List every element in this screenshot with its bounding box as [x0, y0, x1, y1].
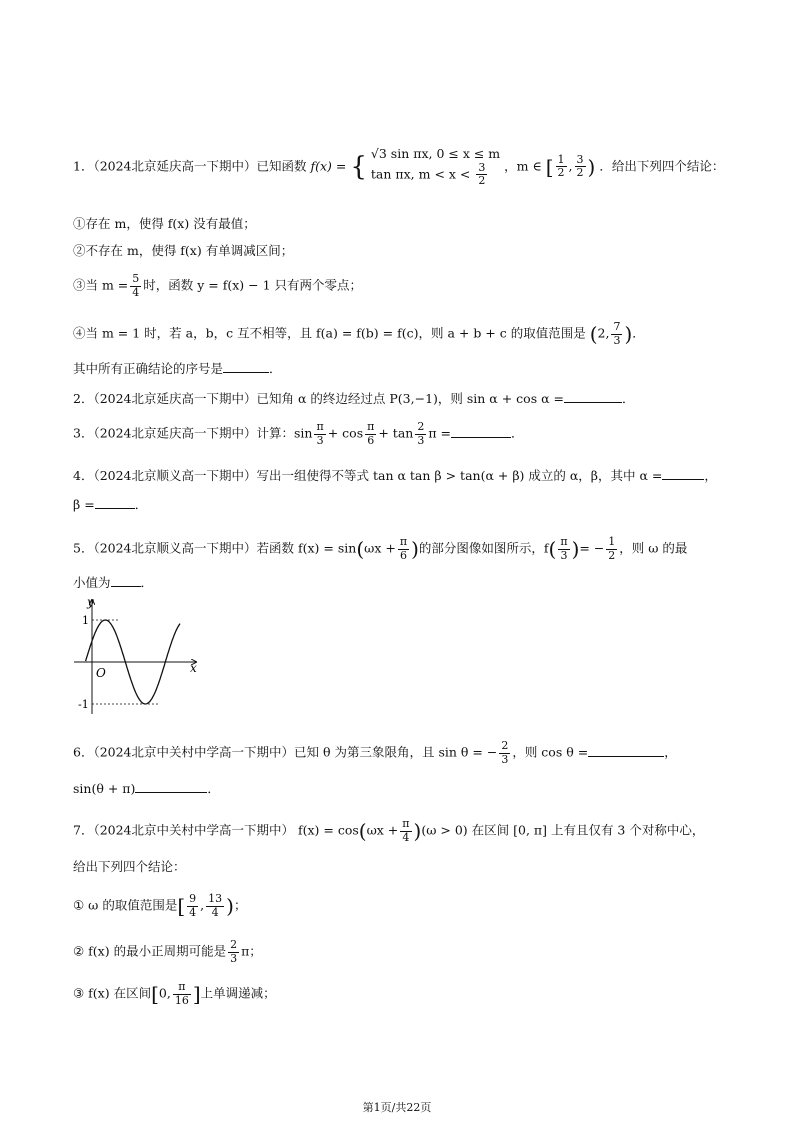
- frac-num: 3: [576, 152, 584, 166]
- q7-c3-frac: [173, 981, 191, 1007]
- q3-end: ．: [511, 425, 524, 441]
- answer-blank-alpha[interactable]: [662, 468, 704, 480]
- frac-den: 4: [132, 285, 140, 299]
- q1-c3-b: 时，函数 y = f(x) − 1 只有两个零点；: [143, 277, 363, 293]
- answer-blank[interactable]: [451, 426, 511, 438]
- q1-conclusion-1: ①存在 m，使得 f(x) 没有最值；: [73, 216, 256, 231]
- q1-case2-text: tan πx, m < x <: [370, 166, 471, 182]
- q6-line2-text: sin(θ + π): [73, 781, 136, 796]
- q7-c1-frac1: [187, 893, 198, 919]
- frac-den: 2: [557, 166, 565, 180]
- paren-icon: (: [589, 322, 598, 347]
- frac-den: 3: [560, 548, 568, 562]
- answer-blank-cos[interactable]: [588, 745, 664, 757]
- frac-num: 1: [557, 152, 565, 166]
- paren-icon: (: [358, 819, 367, 844]
- frac-num: π: [173, 981, 191, 995]
- q5-line2: [73, 575, 153, 591]
- q7-c1-frac2: [206, 893, 224, 919]
- q7-line1: [73, 818, 704, 844]
- q6-line2: [73, 781, 220, 797]
- q1-int-a: [556, 154, 567, 180]
- paren-icon: ): [226, 894, 234, 919]
- frac-num: π: [316, 420, 324, 433]
- q3: [73, 421, 524, 447]
- q1-c4-int: 2,: [597, 325, 610, 341]
- q4-b-end: ．: [134, 497, 148, 512]
- q4-line1: [73, 468, 717, 484]
- frac-num: 7: [613, 320, 621, 333]
- frac-num: 5: [132, 272, 140, 285]
- q3-a: 3．（2024北京延庆高一下期中）计算：sin: [73, 425, 313, 441]
- frac-num: 13: [208, 892, 223, 905]
- q5-frac2: [558, 536, 569, 562]
- q1-conclusion-2: ②不存在 m，使得 f(x) 有单调减区间；: [73, 243, 294, 258]
- frac-den: 4: [402, 830, 410, 844]
- x-label: x: [190, 661, 197, 675]
- q1-case2-frac: [476, 162, 487, 188]
- frac-num: 9: [189, 892, 197, 905]
- q4-a: 4．（2024北京顺义高一下期中）写出一组使得不等式 tan α tan β > tan(α + β) 成立的 α，β，其中 α =: [73, 468, 663, 483]
- q7-c1-end: ；: [233, 897, 247, 913]
- frac-num: 2: [501, 739, 509, 752]
- q5-frac3: [606, 536, 617, 562]
- q1-ask: [73, 361, 282, 377]
- q6-frac: [499, 740, 510, 766]
- q5-line2-text: 小值为: [73, 575, 111, 590]
- sine-graph: [68, 594, 204, 720]
- frac-den: 2: [478, 174, 486, 188]
- q1-source: （2024北京延庆高一下期中）已知函数: [93, 158, 307, 174]
- tick-neg1: -1: [78, 698, 89, 711]
- frac-den: 6: [399, 548, 407, 562]
- q2: [73, 391, 634, 407]
- frac-den: 6: [367, 433, 375, 447]
- q7-c1-a: ① ω 的取值范围是: [73, 897, 178, 913]
- frac-num: π: [399, 535, 408, 548]
- q6-line2-end: ．: [207, 781, 220, 796]
- q7-line2: 给出下列四个结论：: [73, 859, 186, 874]
- q6-line1: [73, 740, 677, 766]
- q7-c3-a: ③ f(x) 在区间: [73, 985, 152, 1001]
- q4-line2: [73, 497, 147, 513]
- q1-c3-frac: [130, 273, 141, 299]
- q3-frac1: [314, 421, 325, 447]
- frac-num: 1: [608, 535, 616, 548]
- q1-int-b: [575, 154, 586, 180]
- frac-den: 3: [613, 333, 621, 347]
- origin-label: O: [96, 666, 106, 680]
- paren-icon: (: [356, 537, 365, 562]
- paren-icon: ): [413, 819, 422, 844]
- q1-c3-a: ③当 m =: [73, 277, 129, 293]
- frac-num: π: [560, 535, 568, 548]
- bracket-icon: [: [151, 982, 159, 1007]
- paren-icon: ): [571, 537, 580, 562]
- q7-conclusion-3: [73, 981, 276, 1007]
- q6-b: ，则 cos θ =: [512, 744, 589, 760]
- q4-a-end: ，: [704, 468, 717, 483]
- frac-num: π: [367, 420, 375, 433]
- q3-d: π =: [428, 425, 451, 441]
- answer-blank[interactable]: [111, 575, 141, 587]
- q3-frac3: [415, 421, 426, 447]
- q7-conclusion-1: ① ω 的取值范围是[ $\frac{9}{4}$ , $\frac{13}{4}$ )；: [73, 892, 247, 919]
- q5-line1: [73, 536, 687, 562]
- q1-stem: 1．（2024北京延庆高一下期中）已知函数 f(x) = { √3 sin πx, 0 ≤ x ≤ m tan πx, m < x < $\frac{3}{2}$ ，m ∈ [ $\frac{1}{2}$ , $\frac{3}{2}$ ) ．给出下列四个结论：: [73, 146, 725, 188]
- frac-num: 2: [417, 420, 425, 433]
- q7-frac: [400, 818, 411, 844]
- paren-icon: ): [411, 537, 419, 562]
- q1-ask-text: 其中所有正确结论的序号是: [73, 361, 224, 376]
- paren-icon: ): [587, 154, 596, 179]
- q7-c3-int: 0,: [158, 985, 171, 1001]
- q6-a: 6．（2024北京中关村中学高一下期中）已知 θ 为第三象限角，且 sin θ = −: [73, 744, 498, 760]
- frac-num: π: [402, 817, 410, 830]
- paren-icon: (: [548, 537, 557, 562]
- q7-conclusion-2: [73, 939, 262, 965]
- q1-piecewise: [371, 146, 500, 188]
- y-label: y: [87, 595, 94, 609]
- frac-num: 2: [230, 938, 238, 951]
- q1-c4-end: ．: [632, 325, 645, 341]
- q5-frac1: [398, 536, 409, 562]
- q7-a: 7．（2024北京中关村中学高一下期中） f(x) = cos: [73, 822, 359, 838]
- q5-d: ，则 ω 的最: [619, 540, 688, 556]
- frac-num: 3: [478, 160, 486, 174]
- frac-den: 3: [501, 752, 509, 766]
- q1-case2: [371, 162, 500, 188]
- frac-den: 3: [316, 433, 324, 447]
- q5-line2-end: ．: [140, 575, 154, 590]
- q7-c2-a: ② f(x) 的最小正周期可能是: [73, 943, 227, 959]
- q1-c4-a: ④当 m = 1 时，若 a，b，c 互不相等，且 f(a) = f(b) = f(c)，则 a + b + c 的取值范围是: [73, 325, 586, 341]
- q1-conclusion-4: [73, 321, 645, 347]
- q1-function: f(x) =: [310, 158, 347, 174]
- frac-den: 3: [417, 433, 425, 447]
- frac-den: 16: [174, 993, 189, 1007]
- frac-den: 2: [608, 548, 616, 562]
- page-footer: 第1页/共22页: [362, 1101, 432, 1114]
- q1-conclusion-3: [73, 273, 362, 299]
- q3-frac2: [365, 421, 376, 447]
- frac-den: 4: [211, 905, 219, 919]
- paren-icon: ): [624, 322, 633, 347]
- q7-inner: ωx +: [366, 822, 399, 838]
- q3-b: + cos: [327, 425, 364, 441]
- q2-text: 2．（2024北京延庆高一下期中）已知角 α 的终边经过点 P(3,−1)，则 sin α + cos α =: [73, 391, 564, 406]
- q7-b: (ω > 0) 在区间 [0, π] 上有且仅有 3 个对称中心，: [421, 822, 705, 838]
- frac-den: 2: [576, 166, 584, 180]
- q3-c: + tan: [378, 425, 414, 441]
- q4-b: β =: [73, 497, 95, 512]
- q7-c2-b: π；: [241, 943, 262, 959]
- answer-blank-beta[interactable]: [95, 497, 135, 509]
- q7-c2-frac: [228, 939, 239, 965]
- q1-number: 1．: [73, 158, 94, 174]
- q5-a: 5．（2024北京顺义高一下期中）若函数 f(x) = sin: [73, 540, 357, 556]
- q5-inner: ωx +: [364, 540, 396, 556]
- bracket-icon: [: [545, 154, 554, 179]
- answer-blank-sin[interactable]: [135, 781, 207, 793]
- q2-end: ．: [621, 391, 635, 406]
- frac-den: 3: [230, 951, 238, 965]
- q5-c: = −: [579, 540, 605, 556]
- bracket-icon: [: [177, 894, 186, 919]
- q5-b: 的部分图像如图所示，f: [418, 540, 549, 556]
- q1-m-range-label: ，m ∈: [504, 158, 542, 174]
- frac-den: 4: [189, 905, 197, 919]
- bracket-icon: ]: [192, 982, 201, 1007]
- q6-b-end: ，: [664, 744, 677, 760]
- q1-ask-end: ．: [269, 361, 282, 376]
- q1-c4-frac: [611, 321, 622, 347]
- brace-icon: {: [350, 151, 367, 182]
- answer-blank[interactable]: [564, 391, 622, 403]
- q1-tail: ．给出下列四个结论：: [599, 158, 725, 174]
- answer-blank[interactable]: [223, 361, 269, 373]
- q1-case1: √3 sin πx, 0 ≤ x ≤ m: [370, 146, 501, 161]
- tick-1: 1: [82, 614, 89, 627]
- q7-c3-b: 上单调递减；: [200, 985, 276, 1001]
